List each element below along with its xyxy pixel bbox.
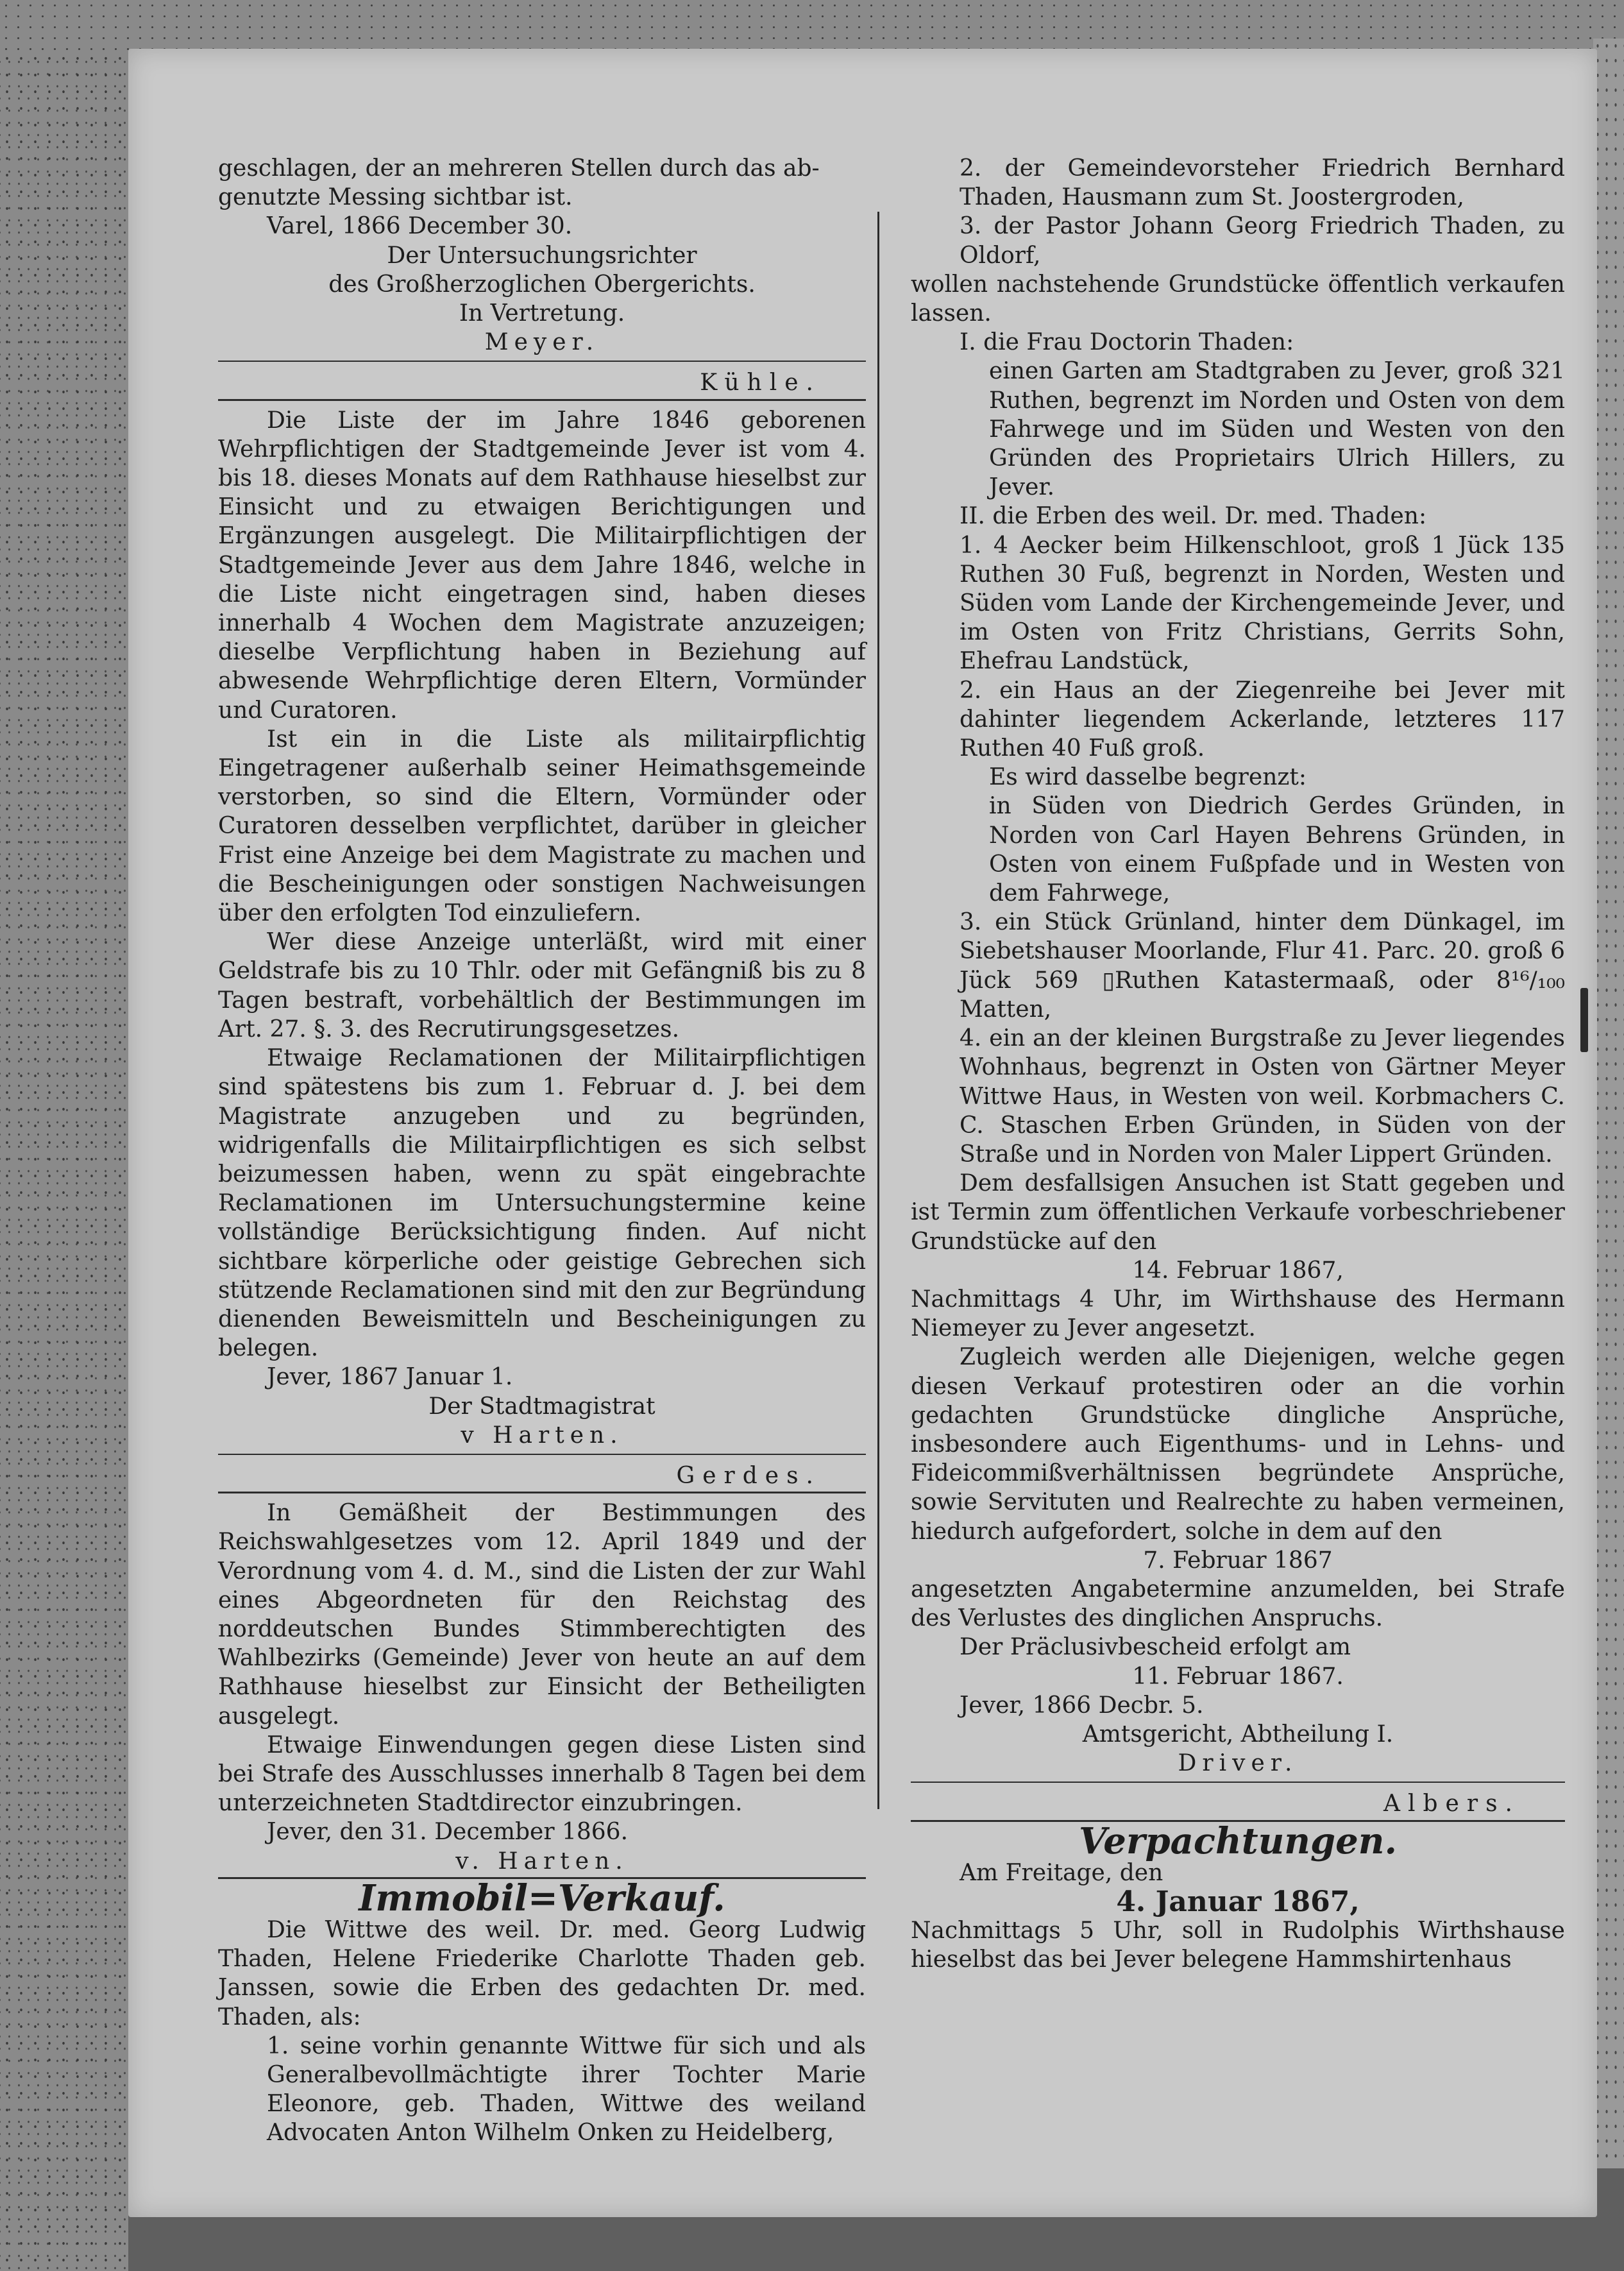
place-date: Varel, 1866 December 30. [267,213,573,240]
paragraph: einen Garten am Stadtgraben zu Jever, groß 321 Ruthen, begrenzt im Norden und Osten von dem Fahrwege und im Süden und Westen von den Gründen des Proprietairs Ulrich Hillers, zu Jever. [989,358,1565,501]
signatory-title: Amtsgericht, Abtheilung I. [1082,1721,1394,1748]
date-line: 11. Februar 1867. [1132,1663,1344,1690]
signature: Gerdes. [676,1462,821,1489]
list-item: 1. 4 Aecker beim Hilkenschloot, groß 1 Jück 135 Ruthen 30 Fuß, begrenzt in Norden, Westen und Süden vom Lande der Kirchengemeinde Jever, und im Osten von Fritz Christians, Gerrits Sohn, Ehefrau Landstück, [960,532,1565,675]
divider [218,1492,866,1493]
right-column [911,154,1565,1975]
paragraph: Der Präclusivbescheid erfolgt am [960,1634,1351,1661]
divider [218,399,866,401]
paragraph: Am Freitage, den [960,1859,1163,1886]
notice-wehrpflicht [218,406,866,1494]
signature: Driver. [1178,1750,1298,1777]
list-item: 3. ein Stück Grünland, hinter dem Dünkagel, im Siebetshauser Moorlande, Flur 41. Parc. 20. groß 6 Jück 569 ▯Ruthen Katastermaaß, oder 8¹⁶/₁₀₀ Matten, [960,909,1565,1023]
signature: Kühle. [700,370,821,396]
paragraph: Nachmittags 5 Uhr, soll in Rudolphis Wirthshause hieselbst das bei Jever belegene Hammshirtenhaus [911,1918,1565,1973]
book-edge-top [0,0,1624,54]
date-line-large: 4. Januar 1867, [1116,1885,1360,1918]
place-date: Jever, den 31. December 1866. [267,1819,629,1846]
list-item: 1. seine vorhin genannte Wittwe für sich und als Generalbevollmächtigte ihrer Tochter Marie Eleonore, geb. Thaden, Wittwe des weiland Advocaten Anton Wilhelm Onken zu Heidelberg, [267,2032,866,2147]
paragraph: in Süden von Diedrich Gerdes Gründen, in Norden von Carl Hayen Behrens Gründen, in Osten von einem Fußpfade und in Westen von dem Fahrwege, [989,793,1565,907]
paragraph: Die Wittwe des weil. Dr. med. Georg Ludwig Thaden, Helene Friederike Charlotte Thaden geb. Janssen, sowie die Erben des gedachten Dr. med. Thaden, als: [218,1916,866,2030]
section-heading: Verpachtungen. [1079,1819,1397,1862]
paragraph: Es wird dasselbe begrenzt: [989,764,1307,791]
left-column [218,154,866,2148]
paragraph: In Gemäßheit der Bestimmungen des Reichswahlgesetzes vom 12. April 1849 und der Verordnung vom 4. d. M., sind die Listen der zur Wahl eines Abgeordneten für den Reichstag des norddeutschen Bundes Stimmberechtigten des Wahlbezirks (Gemeinde) Jever von heute an auf dem Rathhause hieselbst zur Einsicht der Betheiligten ausgelegt. [218,1500,866,1730]
signatory-title: In Vertretung. [459,300,625,327]
date-line: 7. Februar 1867 [1143,1547,1333,1574]
signatory-title: Der Untersuchungsrichter [387,242,697,269]
divider [911,1782,1565,1783]
list-item: 3. der Pastor Johann Georg Friedrich Thaden, zu Oldorf, [960,213,1565,269]
signatory-title: des Großherzoglichen Obergerichts. [328,271,756,298]
signature: Meyer. [484,329,600,356]
date-line: 14. Februar 1867, [1132,1257,1344,1284]
notice-reichstag-wahl [218,1499,866,1879]
list-item: 2. der Gemeindevorsteher Friedrich Bernhard Thaden, Hausmann zum St. Joostergroden, [960,155,1565,211]
notice-varel [218,154,866,401]
signature: v Harten. [461,1422,623,1449]
place-date: Jever, 1867 Januar 1. [267,1364,513,1391]
paragraph: Etwaige Einwendungen gegen diese Listen sind bei Strafe des Ausschlusses innerhalb 8 Tagen bei dem unterzeichneten Stadtdirector einzubringen. [218,1731,866,1817]
text-line: genutzte Messing sichtbar ist. [218,184,573,211]
paragraph: wollen nachstehende Grundstücke öffentlich verkaufen lassen. [911,271,1565,327]
signature: v. Harten. [455,1848,629,1875]
paragraph: Ist ein in die Liste als militairpflichtig Eingetragener außerhalb seiner Heimathsgemeinde verstorben, so sind die Eltern, Vormünder oder Curatoren desselben verpflichtet, darüber in gleicher Frist eine Anzeige bei dem Magistrate zu machen und die Bescheinigungen oder sonstigen Nachweisungen über den erfolgten Tod einzuliefern. [218,726,866,927]
notice-immobil-verkauf [218,1876,866,2148]
paragraph: Nachmittags 4 Uhr, im Wirthshause des Hermann Niemeyer zu Jever angesetzt. [911,1286,1565,1342]
paragraph: Etwaige Reclamationen der Militairpflichtigen sind spätestens bis zum 1. Februar d. J. bei dem Magistrate anzugeben und zu begründen, widrigenfalls die Militairpflichtigen es sich selbst beizumessen haben, wenn zu spät eingebrachte Reclamationen im Untersuchungstermine keine vollständige Berücksichtigung finden. Auf nicht sichtbare körperliche oder geistige Gebrechen sich stützende Reclamationen sind mit den zur Begründung dienenden Beweismitteln und Bescheinigungen zu belegen. [218,1045,866,1362]
book-edge-left [0,0,128,2271]
paragraph: angesetzten Angabetermine anzumelden, bei Strafe des Verlustes des dinglichen Anspruchs. [911,1576,1565,1632]
divider [218,1454,866,1455]
edge-mark [1580,988,1588,1052]
place-date: Jever, 1866 Decbr. 5. [960,1692,1204,1719]
paragraph: Zugleich werden alle Diejenigen, welche gegen diesen Verkauf protestiren oder an die vorhin gedachten Grundstücke dingliche Ansprüche, insbesondere auch Eigenthums- und in Lehns- und Fideicommißverhältnissen begründete Ansprüche, sowie Servituten und Realrechte zu haben vermeinen, hiedurch aufgefordert, solche in dem auf den [911,1344,1565,1545]
signature: Albers. [1383,1790,1520,1817]
column-divider [877,212,879,1809]
paragraph: Wer diese Anzeige unterläßt, wird mit einer Geldstrafe bis zu 10 Thlr. oder mit Gefängniß bis zu 8 Tagen bestraft, vorbehältlich der Bestimmungen im Art. 27. §. 3. des Recrutirungsgesetzes. [218,929,866,1042]
subsection-title: I. die Frau Doctorin Thaden: [960,329,1294,356]
paragraph: Dem desfallsigen Ansuchen ist Statt gegeben und ist Termin zum öffentlichen Verkaufe vorbeschriebener Grundstücke auf den [911,1170,1565,1255]
subsection-title: II. die Erben des weil. Dr. med. Thaden: [960,503,1427,530]
book-edge-right [1593,38,1624,2168]
text-line: geschlagen, der an mehreren Stellen durch das ab- [218,155,820,182]
divider [218,361,866,362]
section-heading: Immobil=Verkauf. [359,1876,725,1919]
list-item: 4. ein an der kleinen Burgstraße zu Jever liegendes Wohnhaus, begrenzt in Osten von Gärtner Meyer Wittwe Haus, in Westen von weil. Korbmachers C. C. Staschen Erben Gründen, in Süden von der Straße und in Norden von Maler Lippert Gründen. [960,1025,1565,1168]
list-item: 2. ein Haus an der Ziegenreihe bei Jever mit dahinter liegendem Ackerlande, letzteres 117 Ruthen 40 Fuß groß. [960,677,1565,762]
signatory-title: Der Stadtmagistrat [428,1393,656,1420]
paragraph: Die Liste der im Jahre 1846 geborenen Wehrpflichtigen der Stadtgemeinde Jever ist vom 4. bis 18. dieses Monats auf dem Rathhause hieselbst zur Einsicht und zu etwaigen Berichtigungen und Ergänzungen ausgelegt. Die Militairpflichtigen der Stadtgemeinde Jever aus dem Jahre 1846, welche in die Liste nicht eingetragen sind, haben dieses innerhalb 4 Wochen dem Magistrate anzuzeigen; dieselbe Verpflichtung haben in Beziehung auf abwesende Wehrpflichtige deren Eltern, Vormünder und Curatoren. [218,407,866,724]
